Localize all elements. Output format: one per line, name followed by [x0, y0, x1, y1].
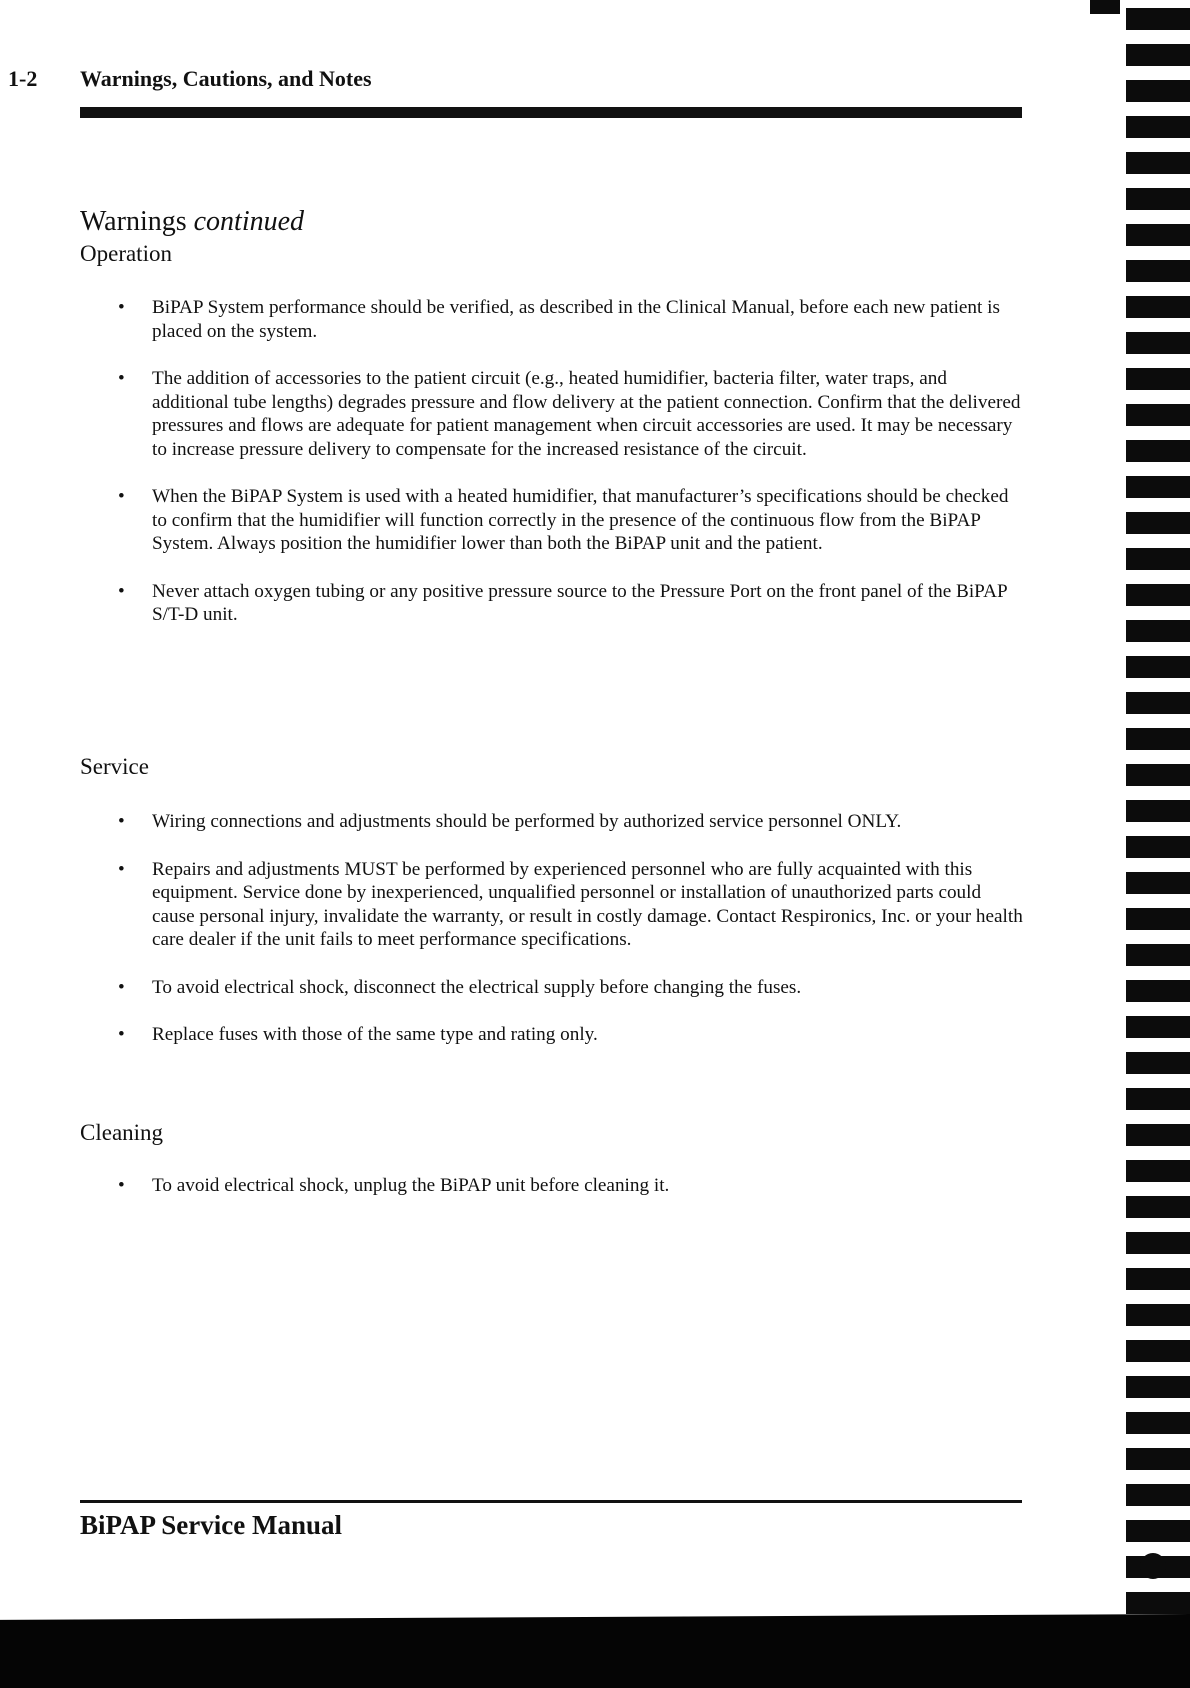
bullet-icon: •: [118, 1175, 125, 1196]
list-item-text: Repairs and adjustments MUST be performed by experienced personnel who are fully acquainted with this equipment. Service done by inexperienced, unqualified personnel or installation of unauthorized parts could cause personal injury, invalidate the warranty, or result in costly damage. Contact Respironics, Inc. or your health care dealer if the unit fails to meet performance specifications.: [152, 858, 1023, 950]
list-item: [118, 976, 1028, 1000]
header-rule: [80, 107, 1022, 118]
operation-list: [118, 296, 1028, 627]
bullet-icon: •: [118, 1024, 125, 1045]
header-title: Warnings, Cautions, and Notes: [80, 66, 372, 91]
list-item-text: Never attach oxygen tubing or any positive pressure source to the Pressure Port on the front panel of the BiPAP S/T-D unit.: [152, 580, 1007, 625]
service-list: [118, 810, 1028, 1047]
list-item-text: To avoid electrical shock, unplug the BiPAP unit before cleaning it.: [152, 1175, 670, 1196]
scan-bottom-edge: [0, 1614, 1190, 1688]
section-title-suffix: continued: [193, 206, 305, 237]
list-item: [118, 1174, 1028, 1198]
page-number: 1-2: [8, 66, 38, 91]
section-title: [80, 206, 304, 238]
service-heading: Service: [80, 754, 149, 779]
footer-rule: [80, 1500, 1022, 1503]
list-item-text: To avoid electrical shock, disconnect the electrical supply before changing the fuses.: [152, 976, 802, 998]
list-item: [118, 485, 1028, 556]
footer-title: BiPAP Service Manual: [80, 1510, 342, 1540]
list-item: [118, 810, 1028, 834]
bullet-icon: •: [118, 976, 125, 998]
list-item: [118, 296, 1028, 343]
bullet-icon: •: [118, 811, 125, 832]
list-item-text: BiPAP System performance should be verified, as described in the Clinical Manual, before each new patient is placed on the system.: [152, 297, 1000, 342]
cleaning-list: [118, 1174, 1028, 1198]
list-item-text: Wiring connections and adjustments should be performed by authorized service personnel ONLY.: [152, 811, 902, 832]
list-item-text: The addition of accessories to the patient circuit (e.g., heated humidifier, bacteria filter, water traps, and additional tube lengths) degrades pressure and flow delivery at the patient connection. Confirm that the delivered pressures and flows are adequate for patient management when circuit accessories are used. It may be necessary to increase pressure delivery to compensate for the increased resistance of the circuit.: [152, 368, 1021, 460]
list-item-text: When the BiPAP System is used with a heated humidifier, that manufacturer’s specifications should be checked to confirm that the humidifier will function correctly in the presence of the continuous flow from the BiPAP System. Always position the humidifier lower than both the BiPAP unit and the patient.: [152, 486, 1009, 554]
bullet-icon: •: [118, 297, 125, 318]
list-item: [118, 367, 1028, 461]
bullet-icon: •: [118, 858, 125, 880]
section-title-main: Warnings: [80, 206, 187, 237]
bullet-icon: •: [118, 580, 125, 602]
list-item: [118, 1023, 1028, 1047]
list-item: [118, 858, 1028, 952]
operation-heading: Operation: [80, 241, 172, 266]
spiral-binding: [1120, 0, 1190, 1620]
bullet-icon: •: [118, 486, 125, 507]
list-item: [118, 580, 1028, 627]
bullet-icon: •: [118, 368, 125, 389]
cleaning-heading: Cleaning: [80, 1120, 164, 1145]
list-item-text: Replace fuses with those of the same type and rating only.: [152, 1024, 598, 1045]
binding-ring: [1140, 1553, 1166, 1579]
